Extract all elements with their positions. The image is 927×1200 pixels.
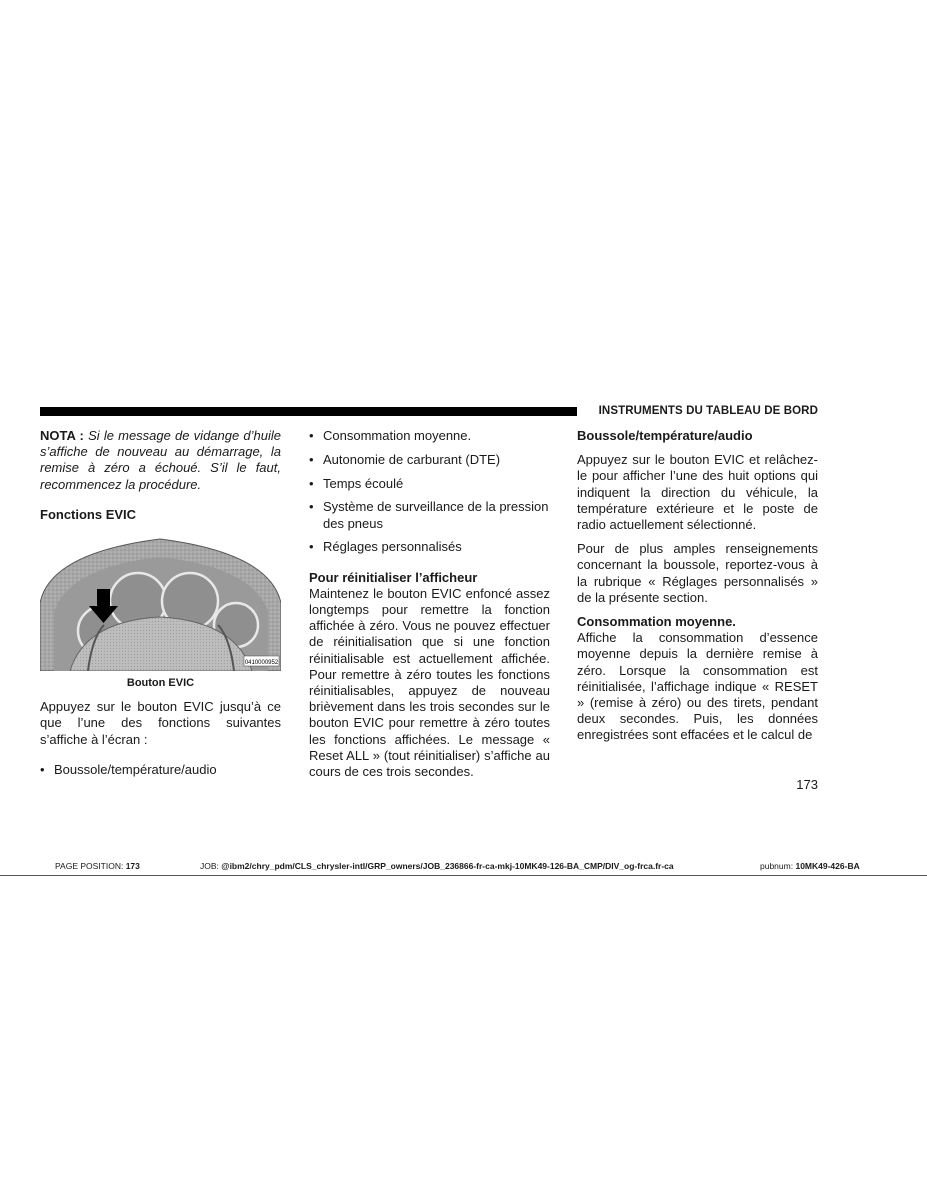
evic-list-continued: [309, 428, 550, 556]
reset-paragraph: Maintenez le bouton EVIC enfoncé assez longtemps pour remettre la fonction affichée à zéro. Vous ne pouvez effectuer de réinitialisation que si une fonction réinitialisable est actuellement affichée. Pour remettre à zéro toutes les fonctions réinitialisables, appuyez de nouveau brièvement dans les trois secondes sur le bouton EVIC pour remettre à zéro toutes les fonctions affichées. Le message « Reset ALL » (tout réinitialiser) s’affiche au cours de ces trois secondes.: [309, 585, 550, 780]
footer-label: PAGE POSITION:: [55, 861, 124, 871]
list-item: • Autonomie de carburant (DTE): [309, 452, 550, 468]
figure-code: 0410000952: [244, 660, 279, 667]
footer-label: JOB:: [200, 861, 219, 871]
section-heading-reset: Pour réinitialiser l’afficheur: [309, 569, 478, 585]
section-heading-consumption: Consommation moyenne.: [577, 614, 736, 630]
compass-reference-paragraph: Pour de plus amples renseignements concernant la boussole, reportez-vous à la rubrique « Réglages personnalisés » de la présente section.: [577, 541, 818, 605]
footer-rule: [0, 875, 927, 876]
page-number: 173: [796, 777, 818, 792]
consumption-paragraph: Affiche la consommation d’essence moyenne depuis la dernière remise à zéro. Lorsque la consommation est réinitialisée, l’affichage indique « RESET » (remise à zéro) ou des tirets, pendant deux secondes. Puis, les données enregistrées sont effacées et le calcul de: [577, 630, 818, 743]
column-2: [309, 428, 550, 780]
nota-label: NOTA :: [40, 428, 84, 443]
footer-job: [200, 861, 674, 871]
running-header: INSTRUMENTS DU TABLEAU DE BORD: [598, 405, 818, 417]
list-item: • Consommation moyenne.: [309, 428, 550, 444]
header-bar: [40, 407, 577, 416]
footer-value: 10MK49-426-BA: [795, 861, 860, 871]
footer-page-position: [55, 861, 140, 871]
list-item: • Réglages personnalisés: [309, 539, 550, 555]
section-heading-evic: Fonctions EVIC: [40, 506, 137, 522]
column-1: [40, 428, 281, 778]
evic-list-start: [40, 762, 281, 778]
evic-intro-paragraph: Appuyez sur le bouton EVIC jusqu’à ce que l’une des fonctions suivantes s’affiche à l’écran :: [40, 699, 281, 747]
footer-value: 173: [125, 861, 140, 871]
nota-text: Si le message de vidange d’huile s’affiche de nouveau au démarrage, la remise à zéro a échoué. S’il le faut, recommencez la procédure.: [40, 428, 281, 492]
footer-pubnum: [760, 861, 860, 871]
footer-value: @ibm2/chry_pdm/CLS_chrysler-intl/GRP_owners/JOB_236866-fr-ca-mkj-10MK49-126-BA_CMP/DIV_og-frca.fr-ca: [221, 861, 674, 871]
nota-paragraph: [40, 428, 281, 493]
footer-label: pubnum:: [760, 861, 794, 871]
evic-dashboard-figure: [40, 533, 281, 671]
section-heading-compass: Boussole/température/audio: [577, 428, 753, 443]
list-item: • Temps écoulé: [309, 476, 550, 492]
compass-paragraph: Appuyez sur le bouton EVIC et relâchez-le pour afficher l’une des huit options qui indiquent la direction du véhicule, la température extérieure et le poste de radio actuellement sélectionné.: [577, 452, 818, 533]
list-item: • Boussole/température/audio: [40, 762, 281, 778]
figure-caption: Bouton EVIC: [126, 677, 195, 690]
column-3: [577, 428, 818, 744]
list-item: • Système de surveillance de la pression des pneus: [309, 499, 550, 531]
